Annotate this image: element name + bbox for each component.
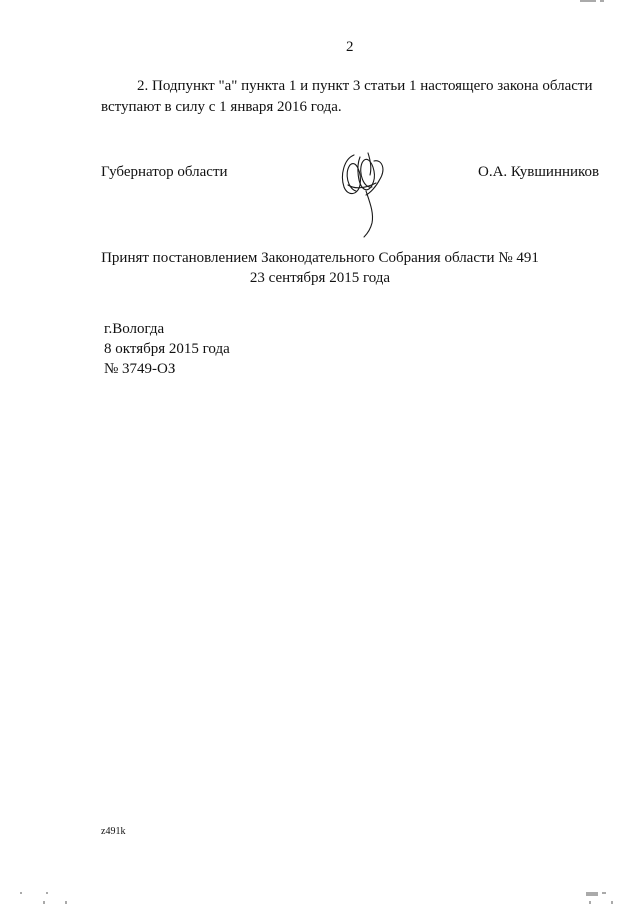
footer-law-number: № 3749-ОЗ xyxy=(104,361,176,377)
page-number: 2 xyxy=(346,39,354,55)
paragraph-line-1: 2. Подпункт "а" пункта 1 и пункт 3 статьи 1 настоящего закона области xyxy=(137,78,593,94)
governor-title: Губернатор области xyxy=(101,164,228,180)
document-code: z491k xyxy=(101,826,126,837)
adoption-line-2: 23 сентября 2015 года xyxy=(249,270,391,286)
paragraph-line-2: вступают в силу с 1 января 2016 года. xyxy=(101,99,342,115)
footer-city: г.Вологда xyxy=(104,321,165,337)
adoption-line-1: Принят постановлением Законодательного Собрания области № 491 xyxy=(101,250,539,266)
footer-date: 8 октября 2015 года xyxy=(104,341,230,357)
governor-name: О.А. Кувшинников xyxy=(478,164,600,180)
